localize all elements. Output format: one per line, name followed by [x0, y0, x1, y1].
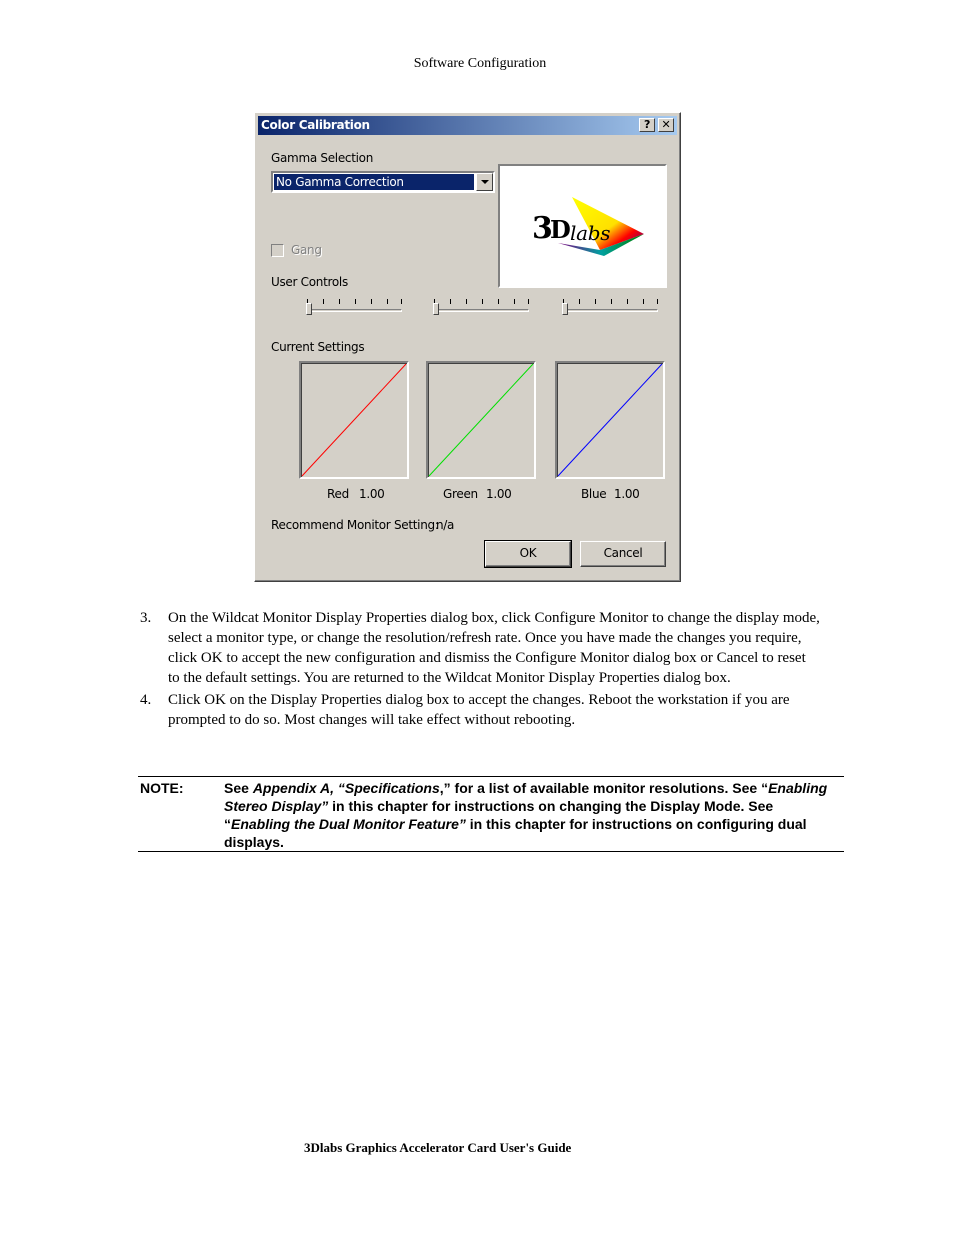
- steps-list: [140, 608, 820, 732]
- user-controls-label: User Controls: [271, 275, 348, 289]
- step-text: On the Wildcat Monitor Display Properties dialog box, click Configure Monitor to change the display mode, select a monitor type, or change the resolution/refresh rate. Once you have made the changes you require, click OK to accept the new configuration and dismiss the Configure Monitor dialog box or Cancel to reset to the default settings. You are returned to the Wildcat Monitor Display Properties dialog box.: [168, 610, 820, 686]
- slider-thumb[interactable]: [562, 303, 568, 315]
- color-calibration-dialog: [254, 112, 681, 582]
- current-settings-label: Current Settings: [271, 340, 365, 354]
- note-text-part: in this chapter for instructions on changing the Display Mode. See “: [224, 798, 774, 832]
- dual-monitor-reference: Enabling the Dual Monitor Feature”: [231, 816, 466, 832]
- appendix-reference: Appendix A, “Specifications: [252, 780, 440, 796]
- list-item: [140, 608, 820, 688]
- slider-thumb[interactable]: [433, 303, 439, 315]
- note-text-part: ,” for a list of available monitor resolutions. See “: [439, 780, 769, 796]
- red-value: 1.00: [359, 487, 385, 501]
- note-text-part: See: [224, 780, 253, 796]
- blue-curve-panel: [555, 361, 665, 479]
- stereo-reference: Enabling Stereo Display”: [224, 780, 828, 814]
- green-slider[interactable]: [433, 299, 533, 319]
- note-tag: NOTE:: [140, 780, 184, 796]
- page-header: Software Configuration: [413, 56, 547, 71]
- green-value: 1.00: [486, 487, 512, 501]
- note-text: [224, 779, 836, 851]
- step-number: 3.: [140, 610, 152, 626]
- blue-slider[interactable]: [562, 299, 662, 319]
- note-box: [138, 776, 844, 852]
- red-slider[interactable]: [306, 299, 406, 319]
- green-curve-panel: [426, 361, 536, 479]
- list-item: [140, 690, 820, 730]
- blue-label: Blue: [581, 487, 607, 501]
- chevron-down-icon[interactable]: [476, 173, 493, 191]
- cancel-button[interactable]: Cancel: [580, 541, 666, 567]
- recommend-value: n/a: [436, 518, 455, 532]
- logo-panel: [498, 164, 667, 288]
- gamma-select[interactable]: [271, 171, 495, 193]
- help-button[interactable]: ?: [639, 118, 655, 132]
- step-number: 4.: [140, 692, 152, 708]
- svg-text:D: D: [550, 215, 571, 244]
- gang-label: Gang: [291, 243, 322, 257]
- page-footer: 3Dlabs Graphics Accelerator Card User's Guide: [304, 1140, 572, 1155]
- gamma-selection-label: Gamma Selection: [271, 151, 374, 165]
- blue-value: 1.00: [614, 487, 640, 501]
- close-button[interactable]: ✕: [658, 118, 674, 132]
- 3dlabs-logo: [500, 166, 665, 286]
- slider-thumb[interactable]: [306, 303, 312, 315]
- gamma-select-value: No Gamma Correction: [274, 174, 474, 190]
- svg-text:labs: labs: [570, 221, 611, 245]
- ok-button[interactable]: OK: [485, 541, 571, 567]
- step-text: Click OK on the Display Properties dialog box to accept the changes. Reboot the workstation if you are prompted to do so. Most changes will take effect without rebooting.: [168, 692, 790, 728]
- note-text-part: in this chapter for instructions on configuring dual displays.: [224, 816, 807, 850]
- dialog-title: Color Calibration: [261, 118, 370, 132]
- recommend-label: Recommend Monitor Setting:: [271, 518, 439, 532]
- svg-text:3: 3: [532, 211, 553, 246]
- red-curve-panel: [299, 361, 409, 479]
- gang-checkbox[interactable]: [271, 244, 284, 257]
- blue-gamma-curve: [558, 364, 662, 476]
- red-label: Red: [327, 487, 349, 501]
- red-gamma-curve: [302, 364, 406, 476]
- green-label: Green: [443, 487, 478, 501]
- dialog-titlebar[interactable]: [258, 116, 677, 135]
- green-gamma-curve: [429, 364, 533, 476]
